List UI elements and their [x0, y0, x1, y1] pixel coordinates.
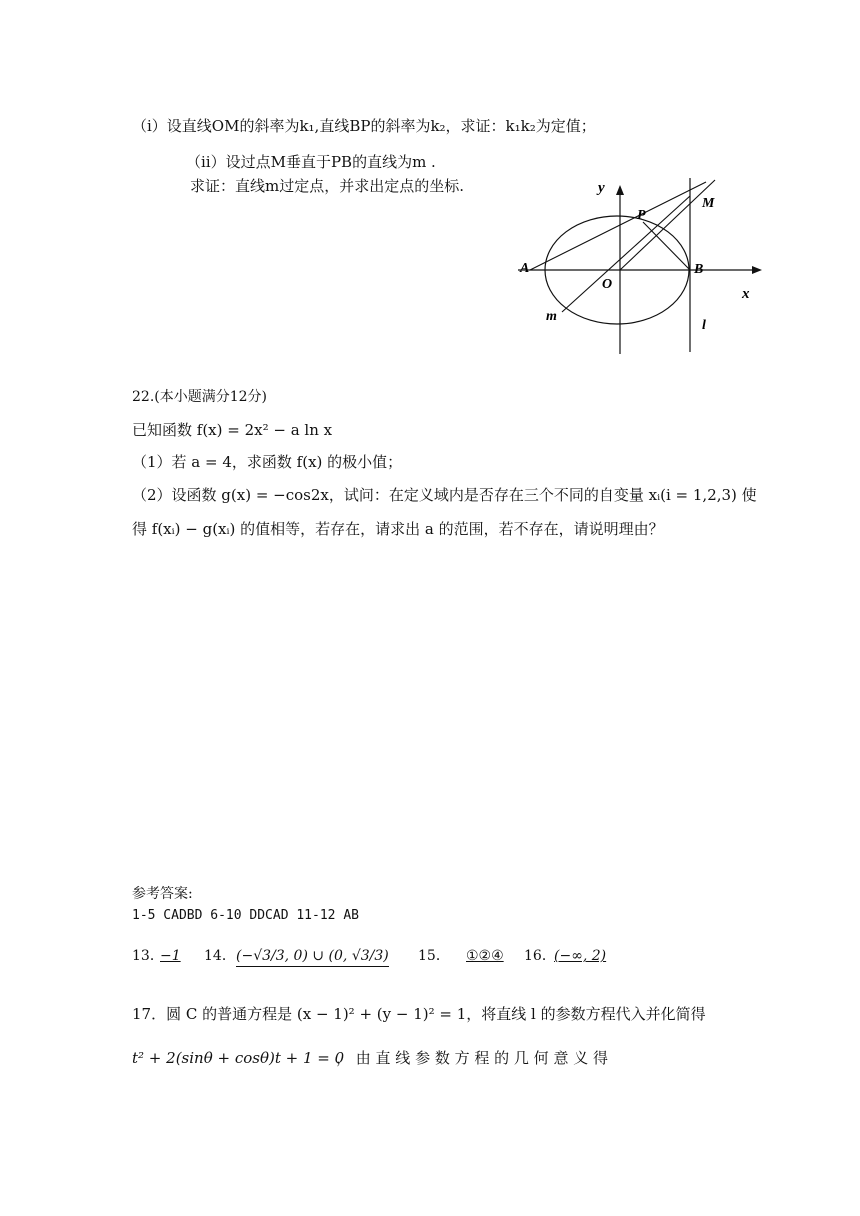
label-x: x: [742, 286, 750, 302]
ellipse-figure: [510, 176, 790, 356]
answer-14-label: 14．: [204, 948, 236, 964]
label-m-point: M: [702, 196, 715, 211]
answer-17-equation: t² + 2(sinθ + cosθ)t + 1 = 0: [132, 1049, 345, 1067]
label-a: A: [520, 261, 530, 276]
q21-part-ii-statement: （ⅱ）设过点M垂直于PB的直线为m .: [186, 153, 436, 171]
q22-part1: （1）若 a = 4，求函数 f(x) 的极小值；: [132, 453, 403, 471]
answer-16-label: 16．: [524, 948, 556, 964]
line-pb: [643, 222, 690, 270]
q22-intro: 已知函数 f(x) = 2x² − a ln x: [132, 421, 333, 439]
line-am: [530, 182, 706, 270]
label-b: B: [694, 262, 704, 277]
label-y: y: [598, 180, 605, 196]
q22-part2-line2: 得 f(xᵢ) − g(xᵢ) 的值相等，若存在，请求出 a 的范围，若不存在，请说明理由？: [132, 520, 664, 538]
answer-13-value: −1: [160, 948, 181, 964]
answer-16-value: (−∞, 2): [554, 948, 607, 964]
x-axis-arrow: [752, 266, 762, 274]
line-m: [562, 196, 690, 312]
label-m-line: m: [546, 309, 557, 324]
answers-multiple-choice: 1-5 CADBD 6-10 DDCAD 11-12 AB: [132, 908, 359, 923]
answer-17-line1: 17．圆 C 的普通方程是 (x − 1)² + (y − 1)² = 1，将直线 l 的参数方程代入并化简得: [132, 1005, 706, 1023]
answer-14-value: (−√3/3, 0) ∪ (0, √3/3): [236, 946, 389, 967]
y-axis-arrow: [616, 185, 624, 195]
q22-heading: 22.(本小题满分12分): [132, 389, 268, 405]
answer-15-label: 15．: [418, 948, 450, 964]
answer-17-line2-text: ， 由 直 线 参 数 方 程 的 几 何 意 义 得: [336, 1049, 608, 1067]
answers-heading: 参考答案:: [132, 886, 193, 902]
q21-part-i: （ⅰ）设直线OM的斜率为k₁,直线BP的斜率为k₂，求证：k₁k₂为定值；: [132, 117, 596, 135]
label-o: O: [602, 277, 613, 292]
label-p: P: [637, 208, 646, 223]
label-l: l: [702, 318, 706, 333]
answer-15-value: ①②④: [466, 948, 504, 964]
answer-13-label: 13．: [132, 948, 164, 964]
line-om: [620, 180, 715, 270]
q21-part-ii-claim: 求证：直线m过定点，并求出定点的坐标.: [190, 177, 464, 195]
q22-part2-line1: （2）设函数 g(x) = −cos2x，试问：在定义域内是否存在三个不同的自变量 xᵢ(i = 1,2,3) 使: [132, 486, 757, 504]
